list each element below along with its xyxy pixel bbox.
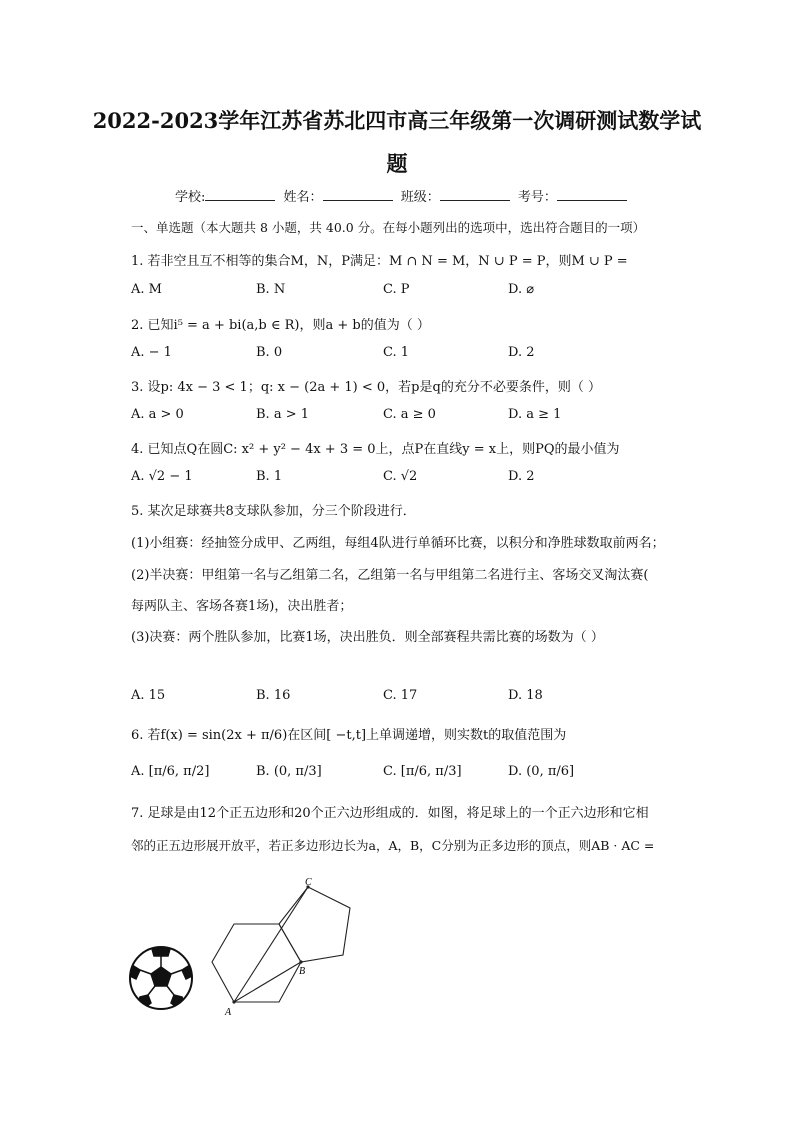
- q2-option-c: C. 1: [383, 345, 410, 360]
- school-label: 学校:: [175, 190, 206, 205]
- label-b: B: [299, 966, 306, 977]
- q5-option-a: A. 15: [131, 688, 166, 703]
- q1-option-a: A. M: [131, 282, 162, 297]
- q4-option-b: B. 1: [256, 469, 283, 484]
- line-ac: [234, 887, 308, 1002]
- q6-option-d: D. (0, π/6]: [508, 764, 575, 779]
- q5-stem: 5. 某次足球赛共8支球队参加，分三个阶段进行．: [131, 504, 416, 519]
- q5-option-d: D. 18: [508, 688, 543, 703]
- q6-option-c: C. [π/6, π/3]: [383, 764, 462, 779]
- exam-number-label: 考号：: [517, 190, 557, 205]
- paper-title-line2: 题: [386, 151, 408, 176]
- q6-stem: 6. 若f(x) = sin(2x + π/6)在区间[ −t,t]上单调递增，则实数t的取值范围为: [131, 728, 567, 743]
- q5-line4: (3)决赛：两个胜队参加，比赛1场，决出胜负．则全部赛程共需比赛的场数为（ ）: [131, 630, 604, 645]
- q1-stem: 1. 若非空且互不相等的集合M，N，P满足：M ∩ N = M，N ∪ P = P，则M ∪ P =: [131, 254, 628, 269]
- hexagon-shape: [212, 924, 301, 1002]
- label-a: A: [225, 1007, 232, 1018]
- q5-line2: (2)半决赛：甲组第一名与乙组第二名，乙组第一名与甲组第二名进行主、客场交叉淘汰赛(: [131, 568, 649, 583]
- pentagon-shape: [279, 887, 350, 962]
- name-blank: [323, 188, 393, 201]
- school-blank: [205, 188, 275, 201]
- q7-line2: 邻的正五边形展开放平，若正多边形边长为a，A，B，C分别为正多边形的顶点，则AB · AC =: [131, 838, 655, 853]
- q4-stem: 4. 已知点Q在圆C: x² + y² − 4x + 3 = 0上，点P在直线y = x上，则PQ的最小值为: [131, 442, 620, 457]
- q5-line1: (1)小组赛：经抽签分成甲、乙两组，每组4队进行单循环比赛，以积分和净胜球数取前两名；: [131, 536, 665, 551]
- q4-option-a: A. √2 − 1: [131, 469, 193, 484]
- q4-option-d: D. 2: [508, 469, 535, 484]
- soccer-ball-image: [128, 945, 194, 1011]
- q1-option-d: D. ⌀: [508, 282, 535, 297]
- q1-option-c: C. P: [383, 282, 410, 297]
- section-header: 一、单选题（本大题共 8 小题，共 40.0 分。在每小题列出的选项中，选出符合题目的一项）: [131, 220, 646, 235]
- q2-option-d: D. 2: [508, 345, 535, 360]
- q3-stem: 3. 设p: 4x − 3 < 1；q: x − (2a + 1) < 0，若p是q的充分不必要条件，则（ ）: [131, 380, 601, 395]
- q5-option-b: B. 16: [256, 688, 291, 703]
- name-label: 姓名：: [283, 190, 323, 205]
- q2-option-b: B. 0: [256, 345, 283, 360]
- exam-number-blank: [557, 188, 627, 201]
- q3-option-a: A. a > 0: [131, 407, 184, 422]
- class-label: 班级：: [400, 190, 440, 205]
- class-blank: [440, 188, 510, 201]
- q5-line3: 每两队主、客场各赛1场)，决出胜者；: [131, 599, 353, 614]
- q3-option-b: B. a > 1: [256, 407, 309, 422]
- student-info-row: [175, 186, 631, 205]
- q5-option-c: C. 17: [383, 688, 418, 703]
- label-c: C: [305, 877, 312, 888]
- line-ab: [234, 962, 301, 1002]
- q4-option-c: C. √2: [383, 469, 418, 484]
- q6-option-b: B. (0, π/3]: [256, 764, 322, 779]
- q3-option-d: D. a ≥ 1: [508, 407, 562, 422]
- q1-option-b: B. N: [256, 282, 286, 297]
- geometry-figure: [205, 875, 365, 1020]
- q7-stem: 7. 足球是由12个正五边形和20个正六边形组成的．如图，将足球上的一个正六边形和它相: [131, 806, 649, 821]
- q6-option-a: A. [π/6, π/2]: [131, 764, 210, 779]
- q2-stem: 2. 已知i⁵ = a + bi(a,b ∈ R)，则a + b的值为（ ）: [131, 318, 430, 333]
- paper-title-line1: 2022-2023学年江苏省苏北四市高三年级第一次调研测试数学试: [92, 108, 702, 133]
- q3-option-c: C. a ≥ 0: [383, 407, 436, 422]
- q2-option-a: A. − 1: [131, 345, 172, 360]
